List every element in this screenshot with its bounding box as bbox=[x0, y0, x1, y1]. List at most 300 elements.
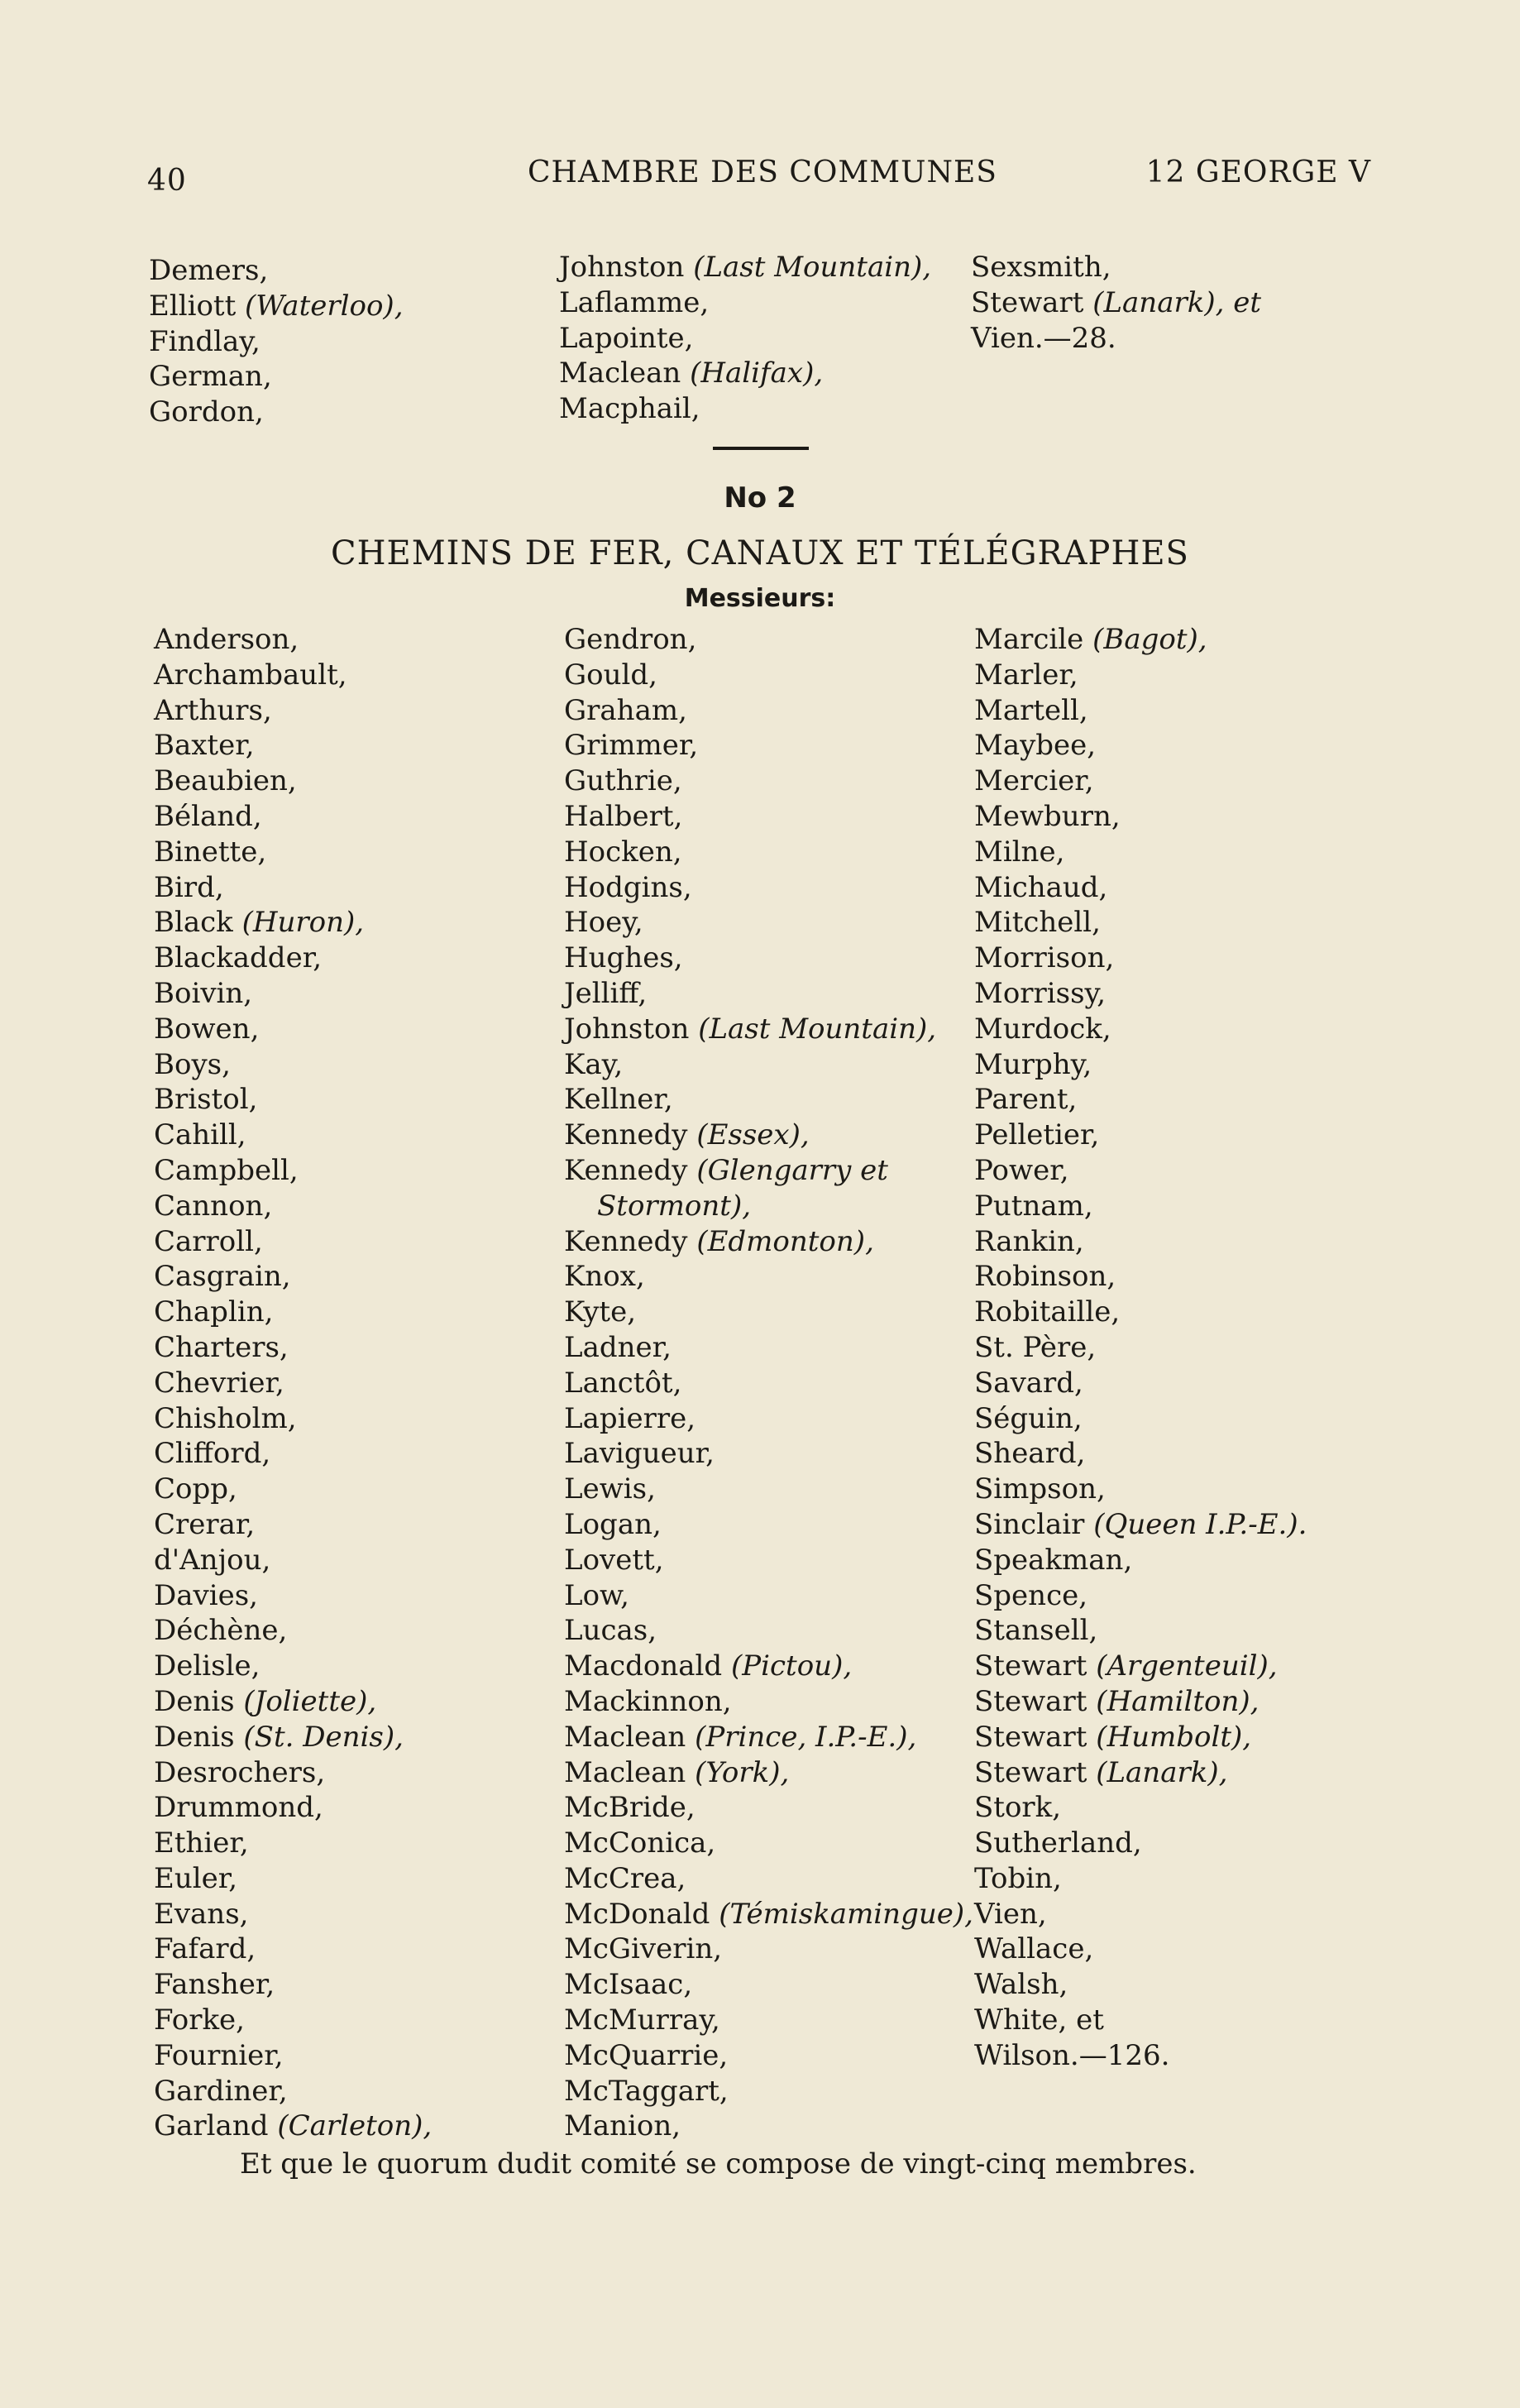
member-surname: Hoey, bbox=[564, 906, 643, 940]
member-name bbox=[974, 1861, 1307, 1897]
member-name bbox=[974, 1259, 1307, 1295]
member-surname: Grimmer, bbox=[564, 729, 699, 763]
member-surname: Boivin, bbox=[154, 976, 253, 1010]
member-name bbox=[564, 1826, 973, 1861]
member-name bbox=[974, 658, 1307, 693]
member-surname: Parent, bbox=[974, 1083, 1078, 1117]
member-surname: Rankin, bbox=[974, 1224, 1084, 1258]
section-divider bbox=[713, 447, 809, 450]
member-name bbox=[564, 1259, 973, 1295]
member-riding: (Essex), bbox=[696, 1118, 810, 1152]
member-surname: Déchène, bbox=[154, 1614, 288, 1648]
member-surname: Stewart bbox=[974, 1649, 1097, 1683]
member-surname: Stansell, bbox=[974, 1614, 1098, 1648]
member-name bbox=[974, 1790, 1307, 1826]
member-column-2 bbox=[564, 622, 973, 2144]
member-surname: McCrea, bbox=[564, 1861, 686, 1895]
member-surname: Power, bbox=[974, 1153, 1069, 1187]
member-name bbox=[974, 1967, 1307, 2003]
member-name bbox=[974, 1436, 1307, 1472]
member-name bbox=[154, 2074, 432, 2109]
member-name bbox=[974, 1543, 1307, 1578]
member-name bbox=[974, 1118, 1307, 1153]
member-name bbox=[154, 1649, 432, 1684]
member-surname: McBride, bbox=[564, 1791, 695, 1825]
member-name bbox=[559, 250, 931, 285]
member-surname: Marcile bbox=[974, 623, 1093, 656]
member-riding: (Témiskamingue), bbox=[719, 1897, 973, 1931]
member-surname: Charters, bbox=[154, 1330, 289, 1364]
member-surname: Chaplin, bbox=[154, 1295, 274, 1329]
member-surname: Johnston bbox=[559, 251, 694, 284]
member-surname: Jelliff, bbox=[564, 976, 648, 1010]
top-list-column-1 bbox=[149, 253, 404, 430]
member-surname: Sinclair bbox=[974, 1507, 1094, 1541]
member-surname: Mewburn, bbox=[974, 799, 1121, 833]
member-surname: Tobin, bbox=[974, 1861, 1062, 1895]
member-name bbox=[154, 835, 432, 870]
member-surname: Hodgins, bbox=[564, 870, 692, 904]
member-surname: Garland bbox=[154, 2109, 278, 2143]
member-surname: Putnam, bbox=[974, 1189, 1093, 1223]
member-surname: Lapierre, bbox=[564, 1401, 696, 1435]
member-surname: Kay, bbox=[564, 1047, 624, 1081]
member-surname: Spence, bbox=[974, 1578, 1088, 1612]
member-surname: Baxter, bbox=[154, 729, 255, 763]
member-name bbox=[564, 799, 973, 835]
member-surname: Demers, bbox=[149, 254, 269, 287]
quorum-statement: Et que le quorum dudit comité se compose de vingt-cinq membres. bbox=[240, 2147, 1197, 2181]
member-riding: (York), bbox=[695, 1755, 790, 1789]
page-number: 40 bbox=[147, 164, 187, 198]
member-surname: McDonald bbox=[564, 1897, 719, 1931]
member-name bbox=[564, 835, 973, 870]
member-riding: (Argenteuil), bbox=[1096, 1649, 1278, 1683]
member-name bbox=[974, 622, 1307, 658]
member-name bbox=[559, 391, 931, 427]
messieurs-heading: Messieurs: bbox=[684, 584, 836, 613]
member-name bbox=[974, 1897, 1307, 1932]
member-name bbox=[564, 1295, 973, 1330]
member-riding: (Last Mountain), bbox=[693, 251, 932, 284]
member-surname: Vien.—28. bbox=[971, 321, 1116, 355]
member-surname: Maclean bbox=[564, 1720, 695, 1754]
member-surname: Guthrie, bbox=[564, 764, 682, 798]
member-name bbox=[564, 1472, 973, 1507]
page-header bbox=[147, 156, 1371, 197]
member-riding: (Huron), bbox=[241, 906, 365, 940]
member-name bbox=[154, 2003, 432, 2038]
member-surname: Cahill, bbox=[154, 1118, 246, 1152]
member-name bbox=[974, 1826, 1307, 1861]
member-name bbox=[154, 1012, 432, 1047]
member-name bbox=[154, 1790, 432, 1826]
member-riding: (Bagot), bbox=[1092, 623, 1207, 656]
member-surname: Lavigueur, bbox=[564, 1437, 715, 1471]
member-name bbox=[564, 870, 973, 906]
member-name bbox=[564, 2038, 973, 2074]
member-surname: Clifford, bbox=[154, 1437, 271, 1471]
member-surname: McIsaac, bbox=[564, 1968, 693, 2002]
member-riding: (Joliette), bbox=[243, 1684, 377, 1718]
member-surname: Low, bbox=[564, 1578, 629, 1612]
member-name bbox=[974, 1401, 1307, 1437]
member-name bbox=[974, 1330, 1307, 1366]
member-surname: Mercier, bbox=[974, 764, 1094, 798]
member-name bbox=[154, 1932, 432, 1967]
member-name bbox=[154, 728, 432, 764]
member-name bbox=[564, 1897, 973, 1932]
member-name bbox=[564, 1932, 973, 1967]
member-name bbox=[974, 799, 1307, 835]
member-surname: Laflamme, bbox=[559, 285, 710, 319]
member-surname: Sutherland, bbox=[974, 1826, 1142, 1860]
member-surname: Stewart bbox=[974, 1684, 1097, 1718]
member-name bbox=[149, 359, 404, 395]
member-surname: Sheard, bbox=[974, 1437, 1086, 1471]
member-name bbox=[974, 1224, 1307, 1260]
member-name bbox=[559, 356, 931, 391]
member-name bbox=[974, 941, 1307, 976]
member-name bbox=[564, 1082, 973, 1118]
member-surname: Johnston bbox=[564, 1012, 699, 1046]
member-name bbox=[974, 1472, 1307, 1507]
member-name bbox=[564, 1578, 973, 1614]
member-name bbox=[974, 2038, 1307, 2074]
member-surname: Béland, bbox=[154, 799, 262, 833]
member-name bbox=[154, 1330, 432, 1366]
member-name bbox=[974, 728, 1307, 764]
page-title: CHAMBRE DES COMMUNES bbox=[528, 156, 997, 189]
member-name bbox=[564, 1543, 973, 1578]
member-name bbox=[564, 2109, 973, 2144]
member-surname: Elliott bbox=[149, 289, 246, 323]
member-surname: Walsh, bbox=[974, 1968, 1068, 2002]
member-name bbox=[974, 1649, 1307, 1684]
member-surname: Findlay, bbox=[149, 324, 261, 358]
member-surname: Boys, bbox=[154, 1047, 231, 1081]
member-name bbox=[564, 1861, 973, 1897]
member-surname: Lovett, bbox=[564, 1543, 664, 1577]
member-surname: Stork, bbox=[974, 1791, 1062, 1825]
member-surname: Martell, bbox=[974, 693, 1088, 727]
member-surname: Lewis, bbox=[564, 1472, 656, 1506]
member-surname: Gardiner, bbox=[154, 2074, 288, 2108]
member-name bbox=[154, 1861, 432, 1897]
member-surname: Carroll, bbox=[154, 1224, 263, 1258]
top-list-column-3 bbox=[971, 250, 1261, 356]
member-name bbox=[154, 1826, 432, 1861]
member-surname: Ethier, bbox=[154, 1826, 249, 1860]
member-name bbox=[564, 1613, 973, 1649]
member-surname: Milne, bbox=[974, 835, 1065, 869]
member-name bbox=[154, 941, 432, 976]
member-surname: Maclean bbox=[564, 1755, 695, 1789]
member-name bbox=[974, 1047, 1307, 1083]
member-surname: Kennedy bbox=[564, 1118, 697, 1152]
member-name bbox=[154, 1720, 432, 1755]
member-name bbox=[154, 1401, 432, 1437]
member-surname: Knox, bbox=[564, 1260, 645, 1294]
member-riding: (Lanark), et bbox=[1092, 285, 1261, 319]
member-name bbox=[154, 1082, 432, 1118]
member-name bbox=[154, 1578, 432, 1614]
member-surname: Archambault, bbox=[154, 658, 347, 692]
member-name bbox=[564, 2003, 973, 2038]
member-name bbox=[564, 1649, 973, 1684]
member-surname: Michaud, bbox=[974, 870, 1108, 904]
member-surname: Blackadder, bbox=[154, 941, 323, 975]
member-surname: Lucas, bbox=[564, 1614, 657, 1648]
member-surname: Halbert, bbox=[564, 799, 683, 833]
member-name bbox=[974, 1578, 1307, 1614]
member-surname: Gendron, bbox=[564, 623, 697, 656]
member-name bbox=[149, 324, 404, 360]
member-name bbox=[154, 1047, 432, 1083]
member-name bbox=[564, 764, 973, 799]
member-name bbox=[974, 1295, 1307, 1330]
section-number: No 2 bbox=[724, 481, 796, 515]
member-name bbox=[564, 1047, 973, 1083]
member-name bbox=[974, 976, 1307, 1012]
member-name bbox=[974, 1366, 1307, 1401]
member-riding: (Prince, I.P.-E.), bbox=[695, 1720, 917, 1754]
member-name bbox=[564, 658, 973, 693]
member-name bbox=[154, 799, 432, 835]
member-name bbox=[564, 1967, 973, 2003]
member-name bbox=[974, 1012, 1307, 1047]
member-surname: Kennedy bbox=[564, 1153, 697, 1187]
member-name bbox=[564, 1790, 973, 1826]
member-riding: (Carleton), bbox=[277, 2109, 433, 2143]
member-name bbox=[564, 1755, 973, 1791]
member-name bbox=[564, 693, 973, 729]
member-surname: d'Anjou, bbox=[154, 1543, 271, 1577]
member-riding: (Queen I.P.-E.). bbox=[1093, 1507, 1307, 1541]
member-surname: Delisle, bbox=[154, 1649, 261, 1683]
member-name bbox=[974, 2003, 1307, 2038]
member-surname: Manion, bbox=[564, 2109, 681, 2143]
member-surname: Desrochers, bbox=[154, 1755, 326, 1789]
member-surname: Fafard, bbox=[154, 1932, 256, 1966]
member-surname: Logan, bbox=[564, 1507, 662, 1541]
member-name bbox=[564, 976, 973, 1012]
member-name bbox=[154, 764, 432, 799]
member-surname: Hocken, bbox=[564, 835, 682, 869]
member-surname: Kellner, bbox=[564, 1083, 673, 1117]
member-surname: Casgrain, bbox=[154, 1260, 291, 1294]
member-name bbox=[974, 835, 1307, 870]
member-surname: Lanctôt, bbox=[564, 1366, 682, 1400]
member-name bbox=[154, 870, 432, 906]
member-name bbox=[564, 1366, 973, 1401]
member-riding: (Glengarry et bbox=[696, 1153, 888, 1187]
member-surname: Beaubien, bbox=[154, 764, 297, 798]
member-name bbox=[564, 1224, 973, 1260]
member-surname: Robinson, bbox=[974, 1260, 1116, 1294]
member-name bbox=[564, 905, 973, 941]
member-surname: Wilson.—126. bbox=[974, 2038, 1170, 2072]
member-surname: McMurray, bbox=[564, 2003, 720, 2037]
member-surname: Macdonald bbox=[564, 1649, 731, 1683]
member-name bbox=[564, 1401, 973, 1437]
member-name bbox=[974, 905, 1307, 941]
member-surname: Séguin, bbox=[974, 1401, 1083, 1435]
member-name bbox=[154, 1224, 432, 1260]
member-surname: Bird, bbox=[154, 870, 224, 904]
member-surname: McGiverin, bbox=[564, 1932, 723, 1966]
member-surname: Kennedy bbox=[564, 1224, 697, 1258]
member-name bbox=[154, 622, 432, 658]
member-riding: (St. Denis), bbox=[243, 1720, 404, 1754]
member-surname: McTaggart, bbox=[564, 2074, 729, 2108]
member-name bbox=[154, 693, 432, 729]
member-name bbox=[974, 693, 1307, 729]
member-surname: Pelletier, bbox=[974, 1118, 1100, 1152]
member-name bbox=[971, 285, 1261, 321]
member-name bbox=[564, 622, 973, 658]
member-surname: Chisholm, bbox=[154, 1401, 297, 1435]
member-name bbox=[564, 1118, 973, 1153]
member-name bbox=[974, 1153, 1307, 1189]
member-surname: Cannon, bbox=[154, 1189, 273, 1223]
member-name bbox=[559, 285, 931, 321]
member-surname: Denis bbox=[154, 1684, 244, 1718]
member-name bbox=[564, 728, 973, 764]
member-name bbox=[974, 1082, 1307, 1118]
member-name bbox=[149, 253, 404, 289]
member-name bbox=[564, 1720, 973, 1755]
member-surname: Copp, bbox=[154, 1472, 237, 1506]
member-riding: (Lanark), bbox=[1096, 1755, 1228, 1789]
member-surname: Murdock, bbox=[974, 1012, 1111, 1046]
member-surname: Mackinnon, bbox=[564, 1684, 732, 1718]
member-surname: Davies, bbox=[154, 1578, 258, 1612]
member-column-3 bbox=[974, 622, 1307, 2074]
member-surname: Chevrier, bbox=[154, 1366, 284, 1400]
member-name bbox=[154, 1259, 432, 1295]
member-surname: Gordon, bbox=[149, 395, 264, 429]
member-surname: Marler, bbox=[974, 658, 1078, 692]
member-surname: Forke, bbox=[154, 2003, 245, 2037]
member-surname: Gould, bbox=[564, 658, 657, 692]
member-name bbox=[154, 1543, 432, 1578]
member-surname: Campbell, bbox=[154, 1153, 299, 1187]
member-surname: Fansher, bbox=[154, 1968, 275, 2002]
member-name bbox=[149, 289, 404, 324]
member-surname: St. Père, bbox=[974, 1330, 1097, 1364]
member-name bbox=[154, 1118, 432, 1153]
member-name bbox=[154, 1755, 432, 1791]
member-surname: Sexsmith, bbox=[971, 251, 1111, 284]
member-name bbox=[154, 1295, 432, 1330]
member-name bbox=[971, 250, 1261, 285]
member-name bbox=[564, 2074, 973, 2109]
member-surname: Kyte, bbox=[564, 1295, 637, 1329]
section-title: CHEMINS DE FER, CANAUX ET TÉLÉGRAPHES bbox=[331, 534, 1189, 572]
member-surname: McQuarrie, bbox=[564, 2038, 729, 2072]
member-surname: Maclean bbox=[559, 357, 691, 390]
member-surname: Bowen, bbox=[154, 1012, 260, 1046]
member-name bbox=[564, 1684, 973, 1720]
member-riding: (Edmonton), bbox=[696, 1224, 874, 1258]
member-name bbox=[564, 1507, 973, 1543]
member-name bbox=[154, 1507, 432, 1543]
member-name bbox=[974, 1755, 1307, 1791]
member-name bbox=[974, 1189, 1307, 1224]
member-riding: (Waterloo), bbox=[245, 289, 404, 323]
member-surname: Lapointe, bbox=[559, 321, 694, 355]
member-riding: (Humbolt), bbox=[1096, 1720, 1252, 1754]
member-surname: Robitaille, bbox=[974, 1295, 1121, 1329]
member-surname: Macphail, bbox=[559, 392, 700, 426]
member-riding: (Pictou), bbox=[730, 1649, 853, 1683]
member-name bbox=[971, 321, 1261, 357]
member-name bbox=[974, 1613, 1307, 1649]
member-surname: Stewart bbox=[974, 1755, 1097, 1789]
member-surname: White, et bbox=[974, 2003, 1104, 2037]
member-name bbox=[564, 1436, 973, 1472]
member-surname: Denis bbox=[154, 1720, 244, 1754]
member-surname: Black bbox=[154, 906, 242, 940]
member-name bbox=[154, 1189, 432, 1224]
member-riding: (Last Mountain), bbox=[698, 1012, 937, 1046]
member-surname: McConica, bbox=[564, 1826, 716, 1860]
member-riding: (Hamilton), bbox=[1096, 1684, 1259, 1718]
member-name bbox=[559, 321, 931, 357]
member-surname: Fournier, bbox=[154, 2038, 284, 2072]
member-name bbox=[974, 764, 1307, 799]
member-surname: Mitchell, bbox=[974, 906, 1101, 940]
member-name bbox=[974, 1720, 1307, 1755]
member-surname: Anderson, bbox=[154, 623, 299, 656]
member-name bbox=[154, 976, 432, 1012]
member-name bbox=[154, 1613, 432, 1649]
member-surname: Vien, bbox=[974, 1897, 1047, 1931]
member-column-1 bbox=[154, 622, 432, 2144]
member-name bbox=[154, 1436, 432, 1472]
member-surname: Arthurs, bbox=[154, 693, 272, 727]
member-name bbox=[154, 1967, 432, 2003]
member-name bbox=[974, 1932, 1307, 1967]
member-surname: Crerar, bbox=[154, 1507, 256, 1541]
member-name bbox=[149, 395, 404, 430]
member-surname: Morrissy, bbox=[974, 976, 1107, 1010]
member-name bbox=[154, 1684, 432, 1720]
member-surname: Murphy, bbox=[974, 1047, 1092, 1081]
member-surname: Morrison, bbox=[974, 941, 1115, 975]
top-list-column-2 bbox=[559, 250, 931, 427]
member-surname: Savard, bbox=[974, 1366, 1083, 1400]
member-name bbox=[154, 1366, 432, 1401]
member-surname: Stewart bbox=[974, 1720, 1097, 1754]
member-surname: Simpson, bbox=[974, 1472, 1106, 1506]
member-surname: Ladner, bbox=[564, 1330, 672, 1364]
member-name bbox=[154, 1472, 432, 1507]
member-surname: Euler, bbox=[154, 1861, 238, 1895]
member-riding: Stormont), bbox=[597, 1189, 752, 1223]
member-name bbox=[974, 870, 1307, 906]
member-name bbox=[154, 2038, 432, 2074]
member-surname: German, bbox=[149, 360, 272, 394]
member-name bbox=[154, 905, 432, 941]
member-surname: Speakman, bbox=[974, 1543, 1133, 1577]
member-name bbox=[974, 1684, 1307, 1720]
member-surname: Stewart bbox=[971, 285, 1093, 319]
member-surname: Hughes, bbox=[564, 941, 683, 975]
member-name bbox=[154, 1153, 432, 1189]
member-name bbox=[564, 1153, 973, 1189]
